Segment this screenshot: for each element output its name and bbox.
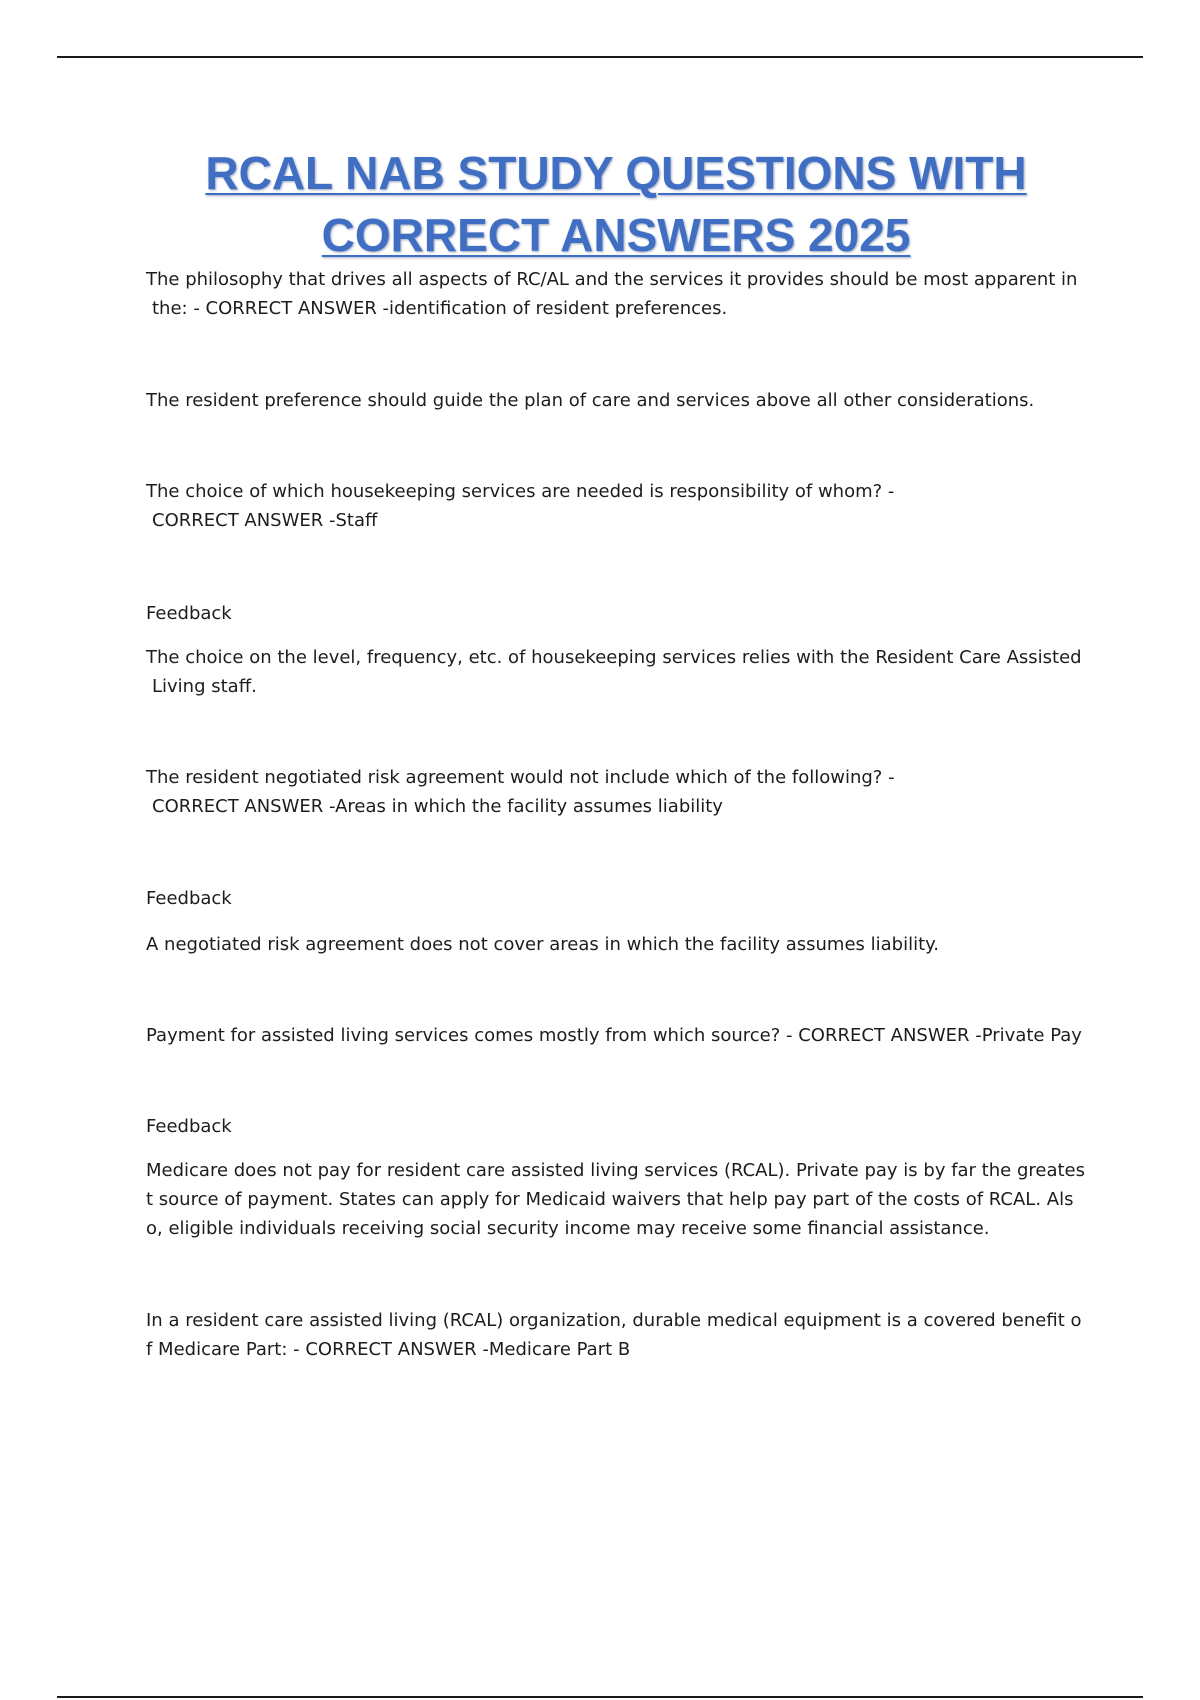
question-5-line-2: f Medicare Part: - CORRECT ANSWER -Medicare Part B [146, 1339, 631, 1360]
question-1-line-1: The philosophy that drives all aspects of RC/AL and the services it provides should be most apparent in [146, 269, 1078, 290]
question-5-line-1: In a resident care assisted living (RCAL) organization, durable medical equipment is a covered benefit o [146, 1310, 1082, 1331]
feedback-label-3 [146, 884, 1091, 913]
feedback-text-4-line-2: t source of payment. States can apply for Medicaid waivers that help pay part of the costs of RCAL. Als [146, 1189, 1074, 1210]
question-2-line-1: The choice of which housekeeping services are needed is responsibility of whom? - [146, 481, 895, 502]
feedback-label-2 [146, 599, 1091, 628]
feedback-text-3 [146, 930, 1091, 959]
feedback-text-4-line-3: o, eligible individuals receiving social security income may receive some financial assistance. [146, 1218, 990, 1239]
question-5 [146, 1306, 1091, 1364]
feedback-label-4 [146, 1112, 1091, 1141]
feedback-text-4-line-1: Medicare does not pay for resident care assisted living services (RCAL). Private pay is by far the greates [146, 1160, 1085, 1181]
question-4-line-1: Payment for assisted living services comes mostly from which source? - CORRECT ANSWER -Private Pay [146, 1025, 1082, 1046]
question-2-line-2: CORRECT ANSWER -Staff [152, 510, 378, 531]
feedback-text-1 [146, 386, 1091, 415]
feedback-text-2-line-1: The choice on the level, frequency, etc. of housekeeping services relies with the Resident Care Assisted [146, 647, 1082, 668]
question-1 [146, 265, 1091, 323]
title-line-2: CORRECT ANSWERS 2025 [321, 209, 911, 261]
question-3-line-2: CORRECT ANSWER -Areas in which the facility assumes liability [152, 796, 723, 817]
feedback-label-4-text: Feedback [146, 1116, 232, 1137]
question-2 [146, 477, 1091, 535]
feedback-label-2-text: Feedback [146, 603, 232, 624]
question-3-line-1: The resident negotiated risk agreement would not include which of the following? - [146, 767, 895, 788]
question-1-line-2: the: - CORRECT ANSWER -identification of resident preferences. [152, 298, 728, 319]
document-title [0, 142, 1200, 266]
bottom-divider [57, 1696, 1143, 1698]
feedback-label-3-text: Feedback [146, 888, 232, 909]
title-line-1: RCAL NAB STUDY QUESTIONS WITH [205, 147, 1027, 199]
feedback-text-2-line-2: Living staff. [152, 676, 257, 697]
feedback-text-3-line-1: A negotiated risk agreement does not cover areas in which the facility assumes liability. [146, 934, 939, 955]
feedback-text-2 [146, 643, 1091, 701]
top-divider [57, 56, 1143, 58]
question-4 [146, 1021, 1091, 1050]
feedback-text-1-line-1: The resident preference should guide the plan of care and services above all other considerations. [146, 390, 1035, 411]
question-3 [146, 763, 1091, 821]
feedback-text-4 [146, 1156, 1091, 1243]
